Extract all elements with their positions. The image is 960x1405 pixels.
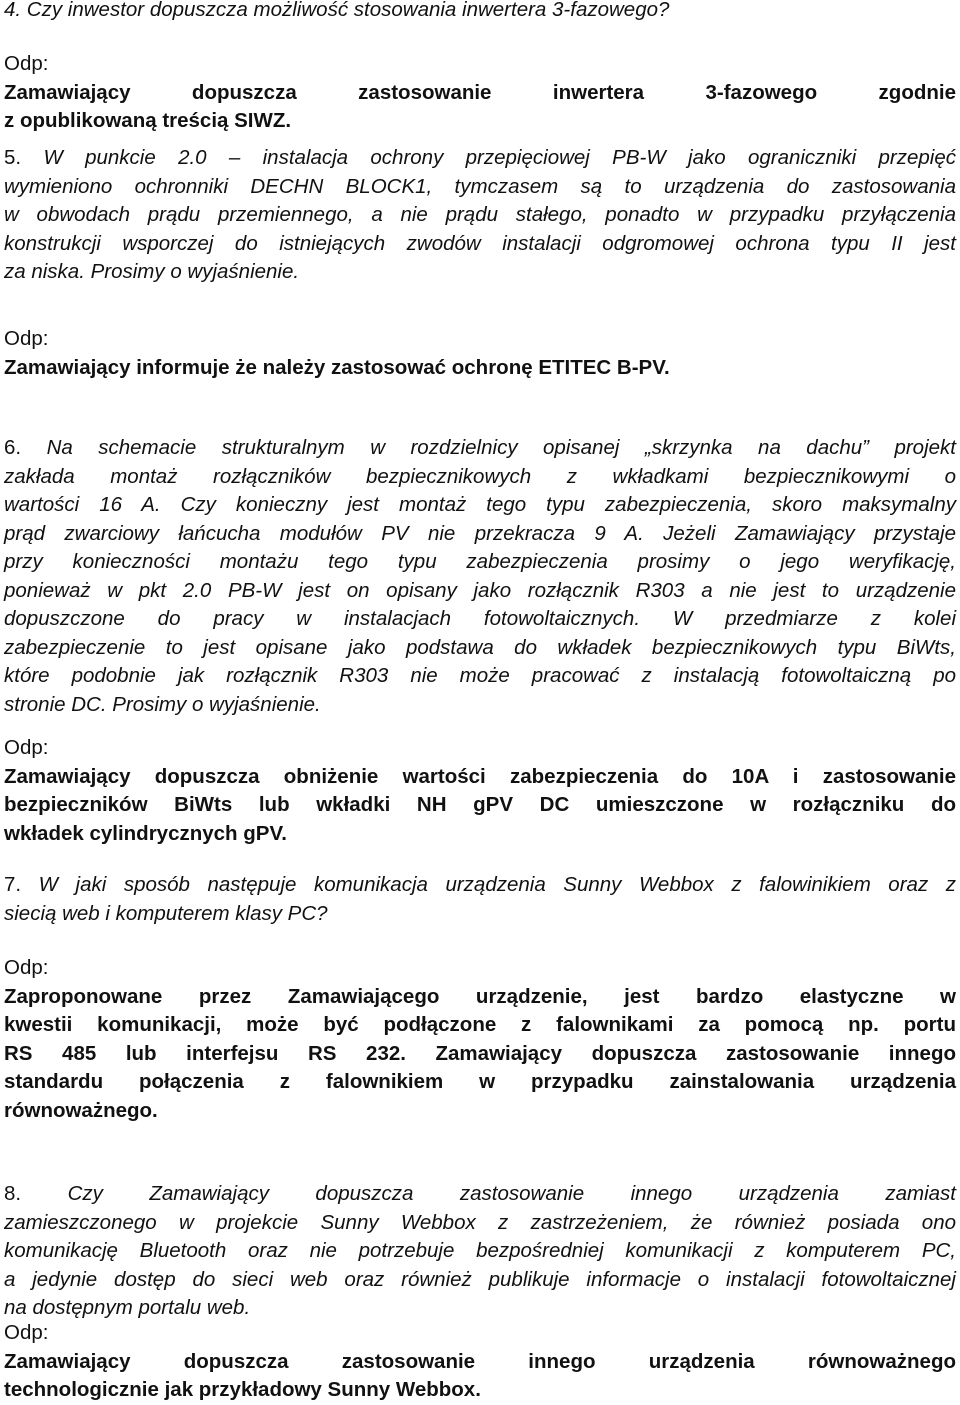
question-5 xyxy=(4,144,956,287)
question-line: siecią web i komputerem klasy PC? xyxy=(4,901,328,925)
answer-line: Zamawiający informuje że należy zastosować ochronę ETITEC B-PV. xyxy=(4,355,670,379)
answer-5 xyxy=(4,325,956,382)
answer-line: z opublikowaną treścią SIWZ. xyxy=(4,109,292,132)
question-line: które podobnie jak rozłącznik R303 nie może pracować z instalacją fotowoltaiczną po xyxy=(4,664,956,687)
answer-line: bezpieczników BiWts lub wkładki NH gPV DC umieszczone w rozłączniku do xyxy=(4,793,956,816)
question-line: wartości 16 A. Czy konieczny jest montaż tego typu zabezpieczenia, skoro maksymalny xyxy=(4,493,956,516)
odp-label: Odp: xyxy=(4,956,49,979)
odp-label: Odp: xyxy=(4,736,49,759)
question-4-text: 4. Czy inwestor dopuszcza możliwość stosowania inwertera 3-fazowego? xyxy=(4,0,670,21)
question-4 xyxy=(4,0,956,25)
question-line: wymieniono ochronniki DECHN BLOCK1, tymczasem są to urządzenia do zastosowania xyxy=(4,174,956,198)
question-line: zamieszczonego w projekcie Sunny Webbox z zastrzeżeniem, że również posiada ono xyxy=(4,1210,956,1234)
question-number: 6. xyxy=(4,436,22,459)
question-line: a jedynie dostęp do sieci web oraz również publikuje informacje o instalacji fotowoltaicznej xyxy=(4,1267,956,1291)
odp-label: Odp: xyxy=(4,1321,49,1344)
question-line: na dostępnym portalu web. xyxy=(4,1296,251,1319)
question-line: w obwodach prądu przemiennego, a nie prądu stałego, ponadto w przypadku przyłączenia xyxy=(4,203,956,226)
answer-line: wkładek cylindrycznych gPV. xyxy=(4,821,287,845)
question-6 xyxy=(4,434,956,719)
question-line: przy konieczności montażu tego typu zabezpieczenia prosimy o jego weryfikację, xyxy=(4,550,956,573)
answer-7 xyxy=(4,954,956,1125)
odp-label: Odp: xyxy=(4,327,49,350)
question-line-text: Na schemacie strukturalnym w rozdzielnicy opisanej „skrzynka na dachu” projekt xyxy=(46,436,956,459)
answer-line: kwestii komunikacji, może być podłączone z falownikami za pomocą np. portu xyxy=(4,1013,956,1036)
question-line: stronie DC. Prosimy o wyjaśnienie. xyxy=(4,692,321,716)
question-number: 7. xyxy=(4,873,22,896)
question-line xyxy=(4,1180,956,1209)
odp-label: Odp: xyxy=(4,52,49,75)
answer-line: standardu połączenia z falownikiem w przypadku zainstalowania urządzenia xyxy=(4,1070,956,1093)
question-line-text: W jaki sposób następuje komunikacja urządzenia Sunny Webbox z falowinikiem oraz z xyxy=(38,873,956,896)
answer-8 xyxy=(4,1319,956,1405)
question-number: 8. xyxy=(4,1182,22,1205)
question-line: komunikację Bluetooth oraz nie potrzebuje bezpośredniej komunikacji z komputerem PC, xyxy=(4,1239,956,1262)
answer-line: Zamawiający dopuszcza zastosowanie innego urządzenia równoważnego xyxy=(4,1349,956,1373)
question-line: prąd zwarciowy łańcucha modułów PV nie przekracza 9 A. Jeżeli Zamawiający przystaje xyxy=(4,521,956,545)
question-line xyxy=(4,871,956,900)
answer-line: technologicznie jak przykładowy Sunny Webbox. xyxy=(4,1378,481,1401)
answer-4 xyxy=(4,50,956,136)
question-8 xyxy=(4,1180,956,1323)
question-line: zabezpieczenie to jest opisane jako podstawa do wkładek bezpiecznikowych typu BiWts, xyxy=(4,635,956,659)
question-line-text: Czy Zamawiający dopuszcza zastosowanie innego urządzenia zamiast xyxy=(67,1182,956,1205)
question-line xyxy=(4,434,956,463)
question-7 xyxy=(4,871,956,928)
answer-line: RS 485 lub interfejsu RS 232. Zamawiający dopuszcza zastosowanie innego xyxy=(4,1041,956,1065)
answer-6 xyxy=(4,734,956,848)
question-line: dopuszczone do pracy w instalacjach fotowoltaicznych. W przedmiarze z kolei xyxy=(4,607,956,630)
question-line xyxy=(4,144,956,173)
question-line: ponieważ w pkt 2.0 PB-W jest on opisany jako rozłącznik R303 a nie jest to urządzenie xyxy=(4,578,956,602)
question-line: za niska. Prosimy o wyjaśnienie. xyxy=(4,260,300,283)
question-line-text: W punkcie 2.0 – instalacja ochrony przepięciowej PB-W jako ograniczniki przepięć xyxy=(43,146,956,169)
answer-line: równoważnego. xyxy=(4,1098,158,1122)
question-line: zakłada montaż rozłączników bezpiecznikowych z wkładkami bezpiecznikowymi o xyxy=(4,464,956,488)
question-line: konstrukcji wsporczej do istniejących zwodów instalacji odgromowej ochrona typu II jest xyxy=(4,231,956,255)
question-number: 5. xyxy=(4,146,22,169)
answer-line: Zamawiający dopuszcza obniżenie wartości zabezpieczenia do 10A i zastosowanie xyxy=(4,764,956,788)
answer-line: Zaproponowane przez Zamawiającego urządzenie, jest bardzo elastyczne w xyxy=(4,984,956,1008)
answer-line: Zamawiający dopuszcza zastosowanie inwertera 3-fazowego zgodnie xyxy=(4,80,956,104)
